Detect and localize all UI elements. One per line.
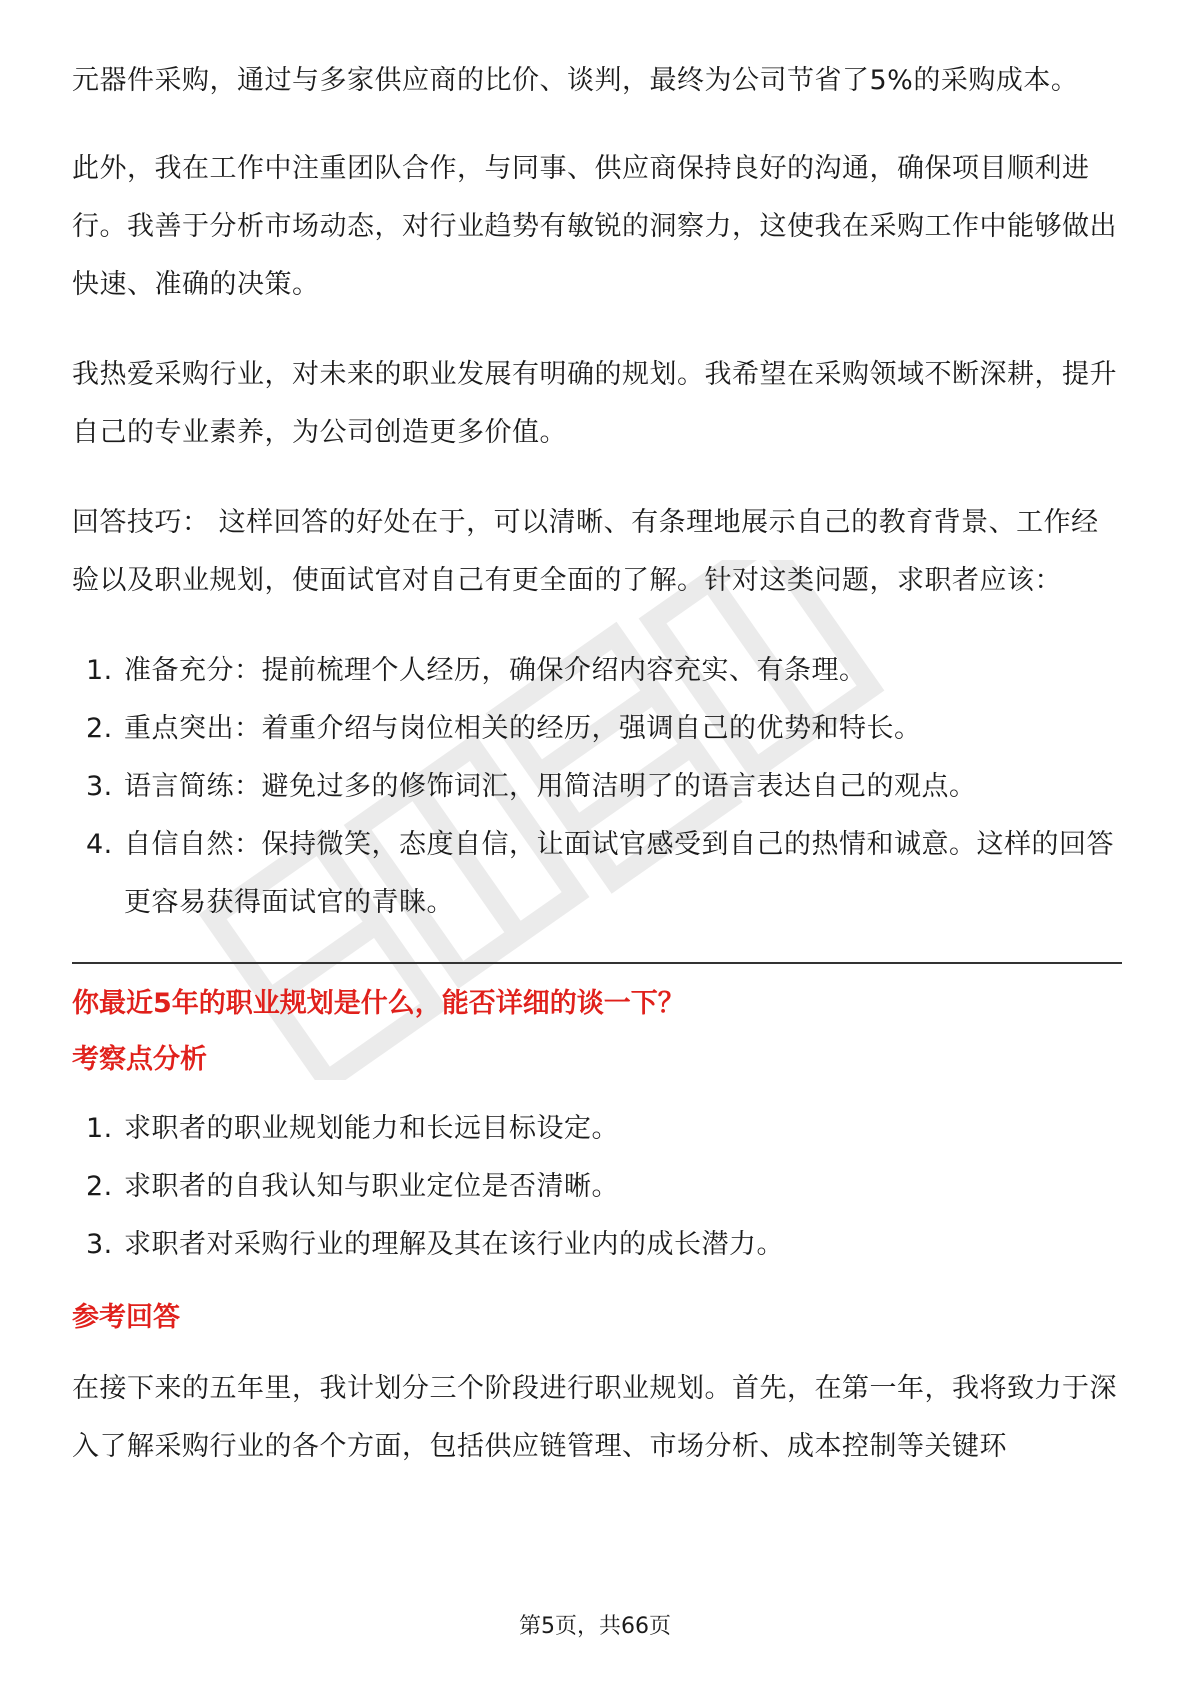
list-item <box>72 700 1122 758</box>
list-item <box>72 642 1122 700</box>
list-text: 求职者的自我认知与职业定位是否清晰。 <box>124 1171 619 1202</box>
page-footer: 第5页，共66页 <box>519 1614 671 1639</box>
paragraph-answer-tips: 回答技巧： 这样回答的好处在于，可以清晰、有条理地展示自己的教育背景、工作经验以及职业规划，使面试官对自己有更全面的了解。针对这类问题，求职者应该： <box>72 507 1099 596</box>
paragraph-intro-continued: 元器件采购，通过与多家供应商的比价、谈判，最终为公司节省了5%的采购成本。 <box>72 65 1079 96</box>
list-text: 自信自然：保持微笑，态度自信，让面试官感受到自己的热情和诚意。这样的回答更容易获得面试官的青睐。 <box>124 829 1114 918</box>
reference-heading: 参考回答 <box>72 1302 180 1333</box>
paragraph-teamwork: 此外，我在工作中注重团队合作，与同事、供应商保持良好的沟通，确保项目顺利进行。我善于分析市场动态，对行业趋势有敏锐的洞察力，这使我在采购工作中能够做出快速、准确的决策。 <box>72 153 1117 300</box>
list-text: 准备充分：提前梳理个人经历，确保介绍内容充实、有条理。 <box>124 655 867 686</box>
list-text: 求职者对采购行业的理解及其在该行业内的成长潜力。 <box>124 1229 784 1260</box>
analysis-list <box>72 1100 1122 1274</box>
tips-list <box>72 642 1122 932</box>
analysis-heading: 考察点分析 <box>72 1044 207 1075</box>
list-item <box>72 758 1122 816</box>
question-heading: 你最近5年的职业规划是什么，能否详细的谈一下？ <box>72 988 685 1019</box>
list-text: 重点突出：着重介绍与岗位相关的经历，强调自己的优势和特长。 <box>124 713 922 744</box>
paragraph-reference-answer: 在接下来的五年里，我计划分三个阶段进行职业规划。首先，在第一年，我将致力于深入了解采购行业的各个方面，包括供应链管理、市场分析、成本控制等关键环 <box>72 1373 1117 1462</box>
list-number: 3. <box>86 771 113 802</box>
list-number: 2. <box>86 1171 113 1202</box>
list-number: 3. <box>86 1229 113 1260</box>
list-item <box>72 816 1122 932</box>
paragraph-career-passion: 我热爱采购行业，对未来的职业发展有明确的规划。我希望在采购领域不断深耕，提升自己的专业素养，为公司创造更多价值。 <box>72 359 1117 448</box>
document-body <box>72 52 1122 1508</box>
list-number: 1. <box>86 655 113 686</box>
list-item <box>72 1216 1122 1274</box>
list-number: 1. <box>86 1113 113 1144</box>
list-item <box>72 1100 1122 1158</box>
section-divider <box>72 962 1122 964</box>
list-number: 2. <box>86 713 113 744</box>
list-item <box>72 1158 1122 1216</box>
list-number: 4. <box>86 829 113 860</box>
list-text: 求职者的职业规划能力和长远目标设定。 <box>124 1113 619 1144</box>
list-text: 语言简练：避免过多的修饰词汇，用简洁明了的语言表达自己的观点。 <box>124 771 977 802</box>
